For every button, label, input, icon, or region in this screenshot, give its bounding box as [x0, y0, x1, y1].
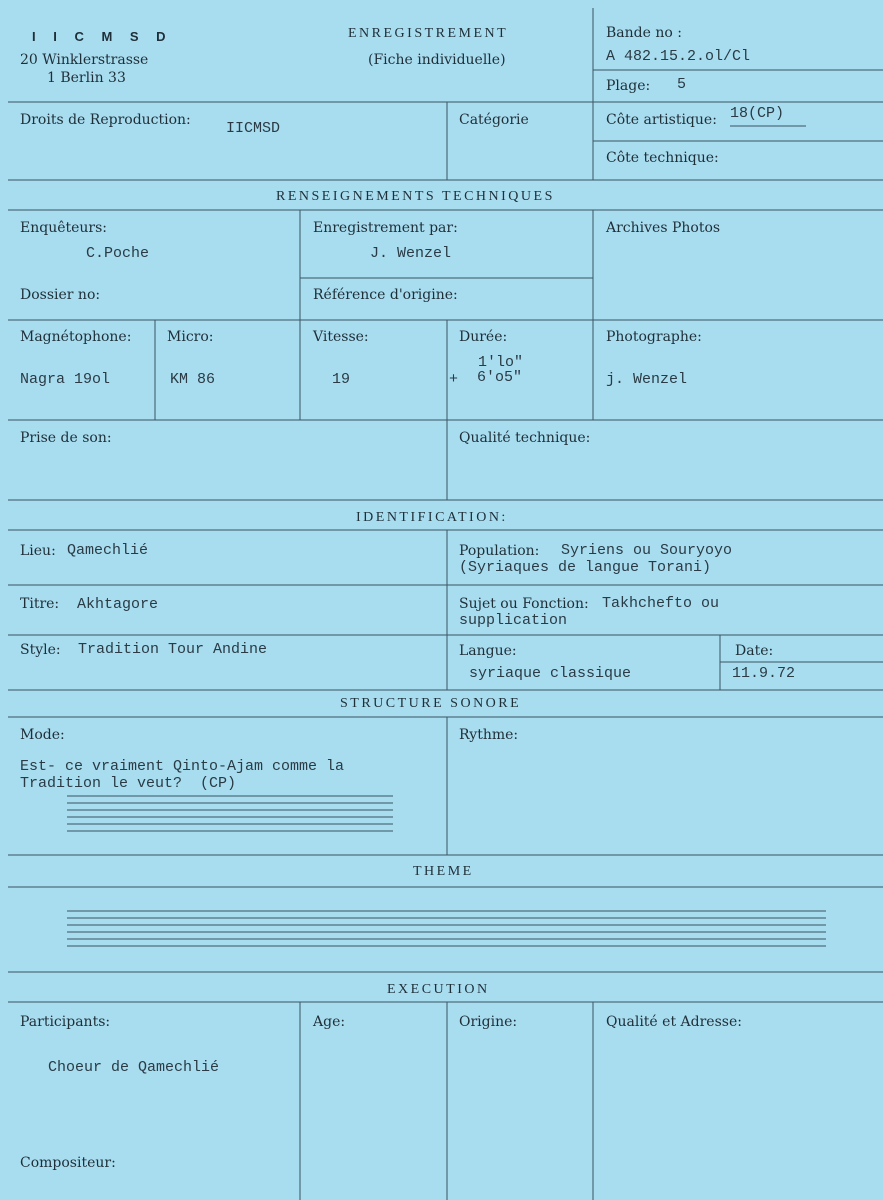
bande-label: Bande no : [606, 25, 682, 41]
duree-value-2: 6'o5" [477, 369, 523, 386]
micro-value: KM 86 [170, 371, 216, 388]
enregistrement-par-value: J. Wenzel [370, 245, 452, 262]
cote-artistique-value: 18(CP) [730, 105, 785, 122]
droits-label: Droits de Reproduction: [20, 112, 191, 128]
sujet-value-1: Takhchefto ou [602, 595, 720, 612]
cote-technique-label: Côte technique: [606, 150, 719, 166]
section-title-structure: STRUCTURE SONORE [340, 696, 522, 711]
prise-de-son-label: Prise de son: [20, 430, 112, 446]
date-value: 11.9.72 [732, 665, 796, 682]
org-address-line1: 20 Winklerstrasse [20, 52, 149, 68]
enqueteurs-label: Enquêteurs: [20, 220, 108, 236]
population-value-1: Syriens ou Souryoyo [561, 542, 733, 559]
langue-label: Langue: [459, 643, 517, 659]
duree-label: Durée: [459, 329, 508, 345]
archives-photos-label: Archives Photos [606, 220, 721, 236]
titre-value: Akhtagore [77, 596, 159, 613]
lieu-value: Qamechlié [67, 542, 149, 559]
sujet-label: Sujet ou Fonction: [459, 596, 589, 612]
duree-value-1: 1'lo" [478, 354, 524, 371]
section-title-execution: EXECUTION [387, 982, 490, 997]
rythme-label: Rythme: [459, 727, 519, 743]
magnetophone-value: Nagra 19ol [20, 371, 111, 388]
sujet-value-2: supplication [459, 612, 568, 629]
vitesse-label: Vitesse: [313, 329, 369, 345]
org-name: I I C M S D [32, 29, 173, 44]
age-label: Age: [313, 1014, 346, 1030]
photographe-value: j. Wenzel [606, 371, 688, 388]
compositeur-label: Compositeur: [20, 1155, 116, 1171]
section-title-theme: THEME [413, 864, 474, 879]
lieu-label: Lieu: [20, 543, 56, 559]
mode-label: Mode: [20, 727, 65, 743]
enqueteurs-value: C.Poche [86, 245, 150, 262]
titre-label: Titre: [20, 596, 60, 612]
enregistrement-par-label: Enregistrement par: [313, 220, 458, 236]
micro-label: Micro: [167, 329, 214, 345]
form-subtitle: (Fiche individuelle) [368, 52, 506, 68]
plage-label: Plage: [606, 78, 651, 94]
categorie-label: Catégorie [459, 112, 529, 128]
mode-value-1: Est- ce vraiment Qinto-Ajam comme la [20, 758, 345, 775]
vitesse-value: 19 [332, 371, 351, 388]
section-title-techniques: RENSEIGNEMENTS TECHNIQUES [276, 189, 555, 204]
reference-label: Référence d'origine: [313, 287, 458, 303]
style-value: Tradition Tour Andine [78, 641, 268, 658]
population-value-2: (Syriaques de langue Torani) [459, 559, 712, 576]
qualite-technique-label: Qualité technique: [459, 430, 591, 446]
form-title: ENREGISTREMENT [348, 26, 509, 41]
cote-artistique-label: Côte artistique: [606, 112, 717, 128]
magnetophone-label: Magnétophone: [20, 329, 132, 345]
participants-label: Participants: [20, 1014, 111, 1030]
style-label: Style: [20, 642, 61, 658]
org-address-line2: 1 Berlin 33 [47, 70, 126, 86]
photographe-label: Photographe: [606, 329, 702, 345]
plage-value: 5 [677, 76, 687, 93]
droits-value: IICMSD [226, 120, 281, 137]
dossier-label: Dossier no: [20, 287, 101, 303]
participants-value: Choeur de Qamechlié [48, 1059, 220, 1076]
langue-value: syriaque classique [469, 665, 632, 682]
origine-label: Origine: [459, 1014, 518, 1030]
qualite-adresse-label: Qualité et Adresse: [606, 1014, 742, 1030]
population-label: Population: [459, 543, 540, 559]
section-title-identification: IDENTIFICATION: [356, 510, 508, 525]
duree-plus: + [449, 371, 459, 388]
mode-value-2: Tradition le veut? (CP) [20, 775, 237, 792]
bande-value: A 482.15.2.ol/Cl [606, 48, 751, 65]
date-label: Date: [735, 643, 774, 659]
